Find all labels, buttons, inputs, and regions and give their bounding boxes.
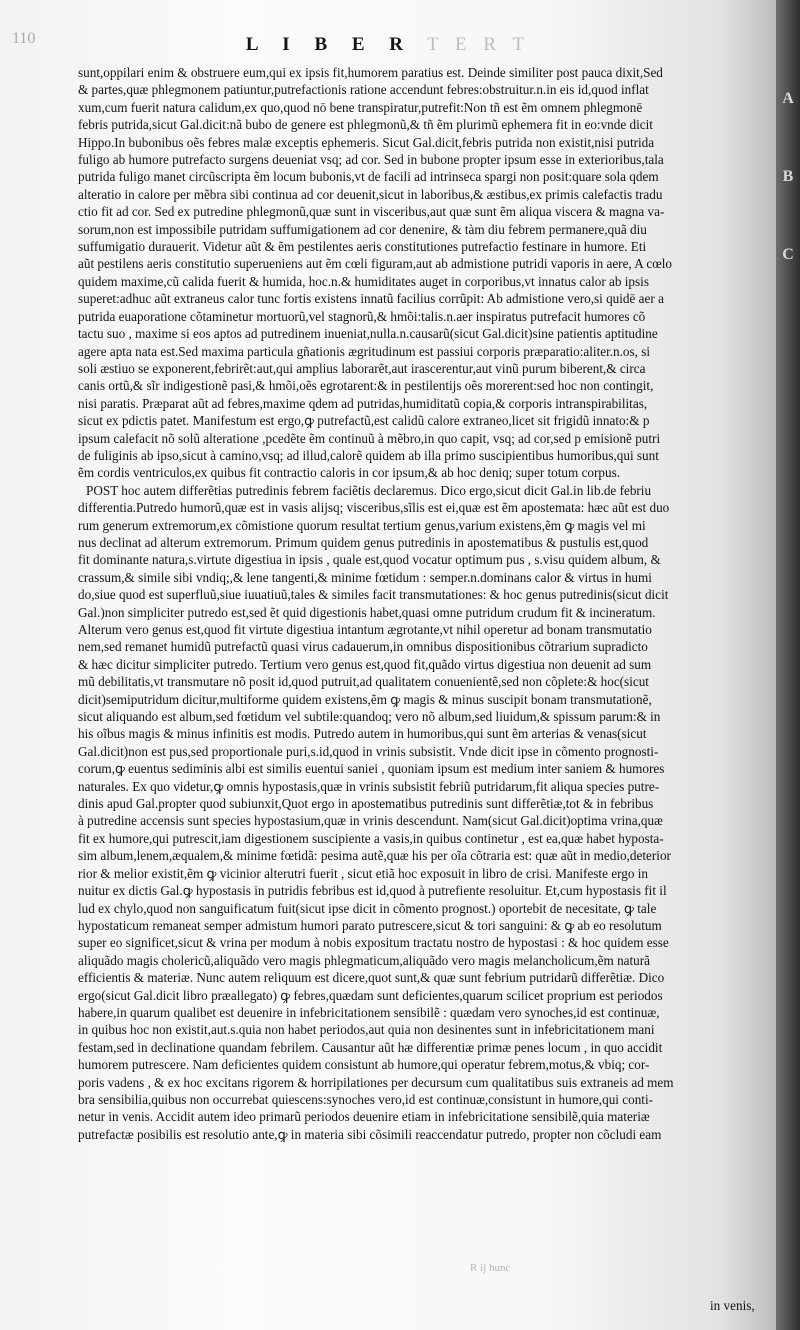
text-line: nus declinat ad alterum extremorum. Primum quidem genus putredinis in apostematibus & pustulis est,quod — [78, 534, 649, 550]
text-line: his oĩbus magis & minus infinitis est modis. Putredo autem in humoribus,qui sunt ẽm arterias & venas(sicut — [78, 726, 647, 742]
running-head — [0, 34, 776, 56]
show-through-head: T E R T — [427, 34, 531, 55]
text-line: sorum,non est impossibile putridam suffumigationem ad cor denenire, & tàm diu febrem permanere,quã diu — [78, 221, 647, 237]
text-line: sim album,lenem,æqualem,& minime fœtidã: pesima autẽ,quæ his per oĩa cõtraria est: quæ aũt in medio,deterior — [78, 848, 671, 864]
text-line: rior & melior existit,ẽm ꝙ vicinior alterutri fuerit , sicut etiã hoc exposuit in libro de crisi. Manifeste ergo in — [78, 865, 648, 881]
running-head-title: L I B E R — [245, 34, 414, 55]
text-line: in quibus hoc non existit,aut.s.quia non habet periodos,aut quia non desinentes sunt in infebricitationem mani — [78, 1022, 655, 1038]
text-line: naturales. Ex quo videtur,ꝙ omnis hypostasis,quæ in vrinis subsistit febriũ putridarum,fit aliqua species putre- — [78, 778, 660, 794]
body-text — [78, 64, 768, 1143]
text-line: tactu suo , maxime si eos aptos ad putredinem inueniat,nulla.n.causarũ(sicut Gal.dicit)sine patientis aptitudine — [78, 326, 658, 342]
margin-letter: B — [782, 168, 794, 185]
text-line: fuligo ab humore putrefacto surgens deueniat vsq; ad cor. Sed in bubone propter ipsum esse in exterioribus,tala — [78, 152, 664, 168]
text-line: alteratio in calore per mẽbra sibi continua ad cor deuenit,sicut in laboribus,& æstibus,ex primis calefactis tradu — [78, 186, 663, 202]
text-line: Hippo.In bubonibus oẽs febres malæ exceptis ephemeris. Sicut Gal.dicit,febris putrida non existit,nisi putrida — [78, 134, 655, 150]
text-line: efficientis & materiæ. Nunc autem reliquum est dicere,quot sunt,& quæ sunt febrium putridarũ differẽtiæ. Dico — [78, 970, 665, 986]
text-line: bra sensibilia,quibus non occurrebat quiescens:synoches vero,id est continuæ,consistunt in humore,qui conti- — [78, 1091, 654, 1107]
text-line: super eo significet,sicut & vrina per modum à nobis expositum tractatu nostro de hypostasi : & hoc quidem esse — [78, 935, 669, 951]
text-line: lud ex chylo,quod non sanguificatum fuit(sicut ipse dicit in cõmento prognost.) oportebit de necesitate, ꝙ tale — [78, 900, 657, 916]
text-line: do,siue quod est superfluũ,siue iuuatiuũ,tales & similes facit transmutationes: & hoc genus putredinis(sicut dicit — [78, 587, 669, 603]
text-line: aliquãdo magis cholericũ,aliquãdo vero magis phlegmaticum,aliquãdo vero magis melancholicum,ẽm naturã — [78, 952, 651, 968]
text-line: corum,ꝙ euentus sediminis albi est similis euentui saniei , quoniam ipsum est medium inter saniem & humores — [78, 761, 665, 777]
text-line: & partes,quæ phlegmonem patiuntur,putrefactionis ratione accendunt febres:obstruitur.n.in eis id,quod inflat — [78, 82, 649, 98]
text-line: differentia.Putredo humorũ,quæ est in vasis alijsq; visceribus,sĩlis est ei,quæ est ẽm apostemata: hæc aũt est duo — [78, 500, 670, 516]
text-line: nem,sed remanet humidũ putrefactũ quasi virus cadauerum,in omnibus dispositionibus cõtrarium supradicto — [78, 639, 648, 655]
text-line: habere,in quarum qualibet est deuenire in infebricitationem sensibilẽ : quædam vero synoches,id est continuæ, — [78, 1004, 660, 1020]
text-line: ergo(sicut Gal.dicit libro præallegato) ꝙ febres,quædam sunt deficientes,quarum scilicet proprium est periodos — [78, 987, 663, 1003]
text-line: xum,cum fuerit natura calidum,ex quo,quod nō bene transpiratur,putrefit:Non tñ est ẽm omnem phlegmonē — [78, 99, 643, 115]
text-line: dinis apud Gal.propter quod subiunxit,Quot ergo in apostematibus putredinis sunt differẽtiæ,tot & in febribus — [78, 796, 654, 812]
text-line: ipsum calefacit nõ solũ alteratione ,pcedẽte ẽm continuũ à mẽbro,in quo capit, vsq; ad cor,sed p emisionẽ putri — [78, 430, 661, 446]
text-line: fit ex humore,qui putrescit,iam digestionem suscipiente a vasis,in quibus continetur , est ea,quæ habet hyposta- — [78, 830, 664, 846]
text-line: à putredine accensis sunt species hypostasium,quæ in vrinis descendunt. Nam(sicut Gal.dicit)optima vrina,quæ — [78, 813, 663, 829]
text-line: superet:adhuc aũt extraneus calor tunc fortis existens innatũ facilius corrũpit: Ab admistione vero,si quidē aer a — [78, 291, 664, 307]
text-line: festam,sed in declinatione quandam febrilem. Causantur aũt hæ differentiæ primæ penes locum , in quo accidit — [78, 1039, 663, 1055]
text-line: nisi paratis. Præparat aũt ad febres,maxime qdem ad putridas,humiditatũ copia,& corporis intranspirabilitas, — [78, 395, 648, 411]
text-line: sicut ex pdictis patet. Manifestum est ergo,ꝙ putrefactũ,est calidũ calore extraneo,licet sit frigidũ innato:& p — [78, 413, 650, 429]
book-spine — [776, 0, 800, 1330]
text-line: Gal.dicit)non est pus,sed proportionale puri,s.id,quod in vrinis subsistit. Vnde dicit ipse in cõmento prognosti- — [78, 743, 659, 759]
text-line: ctio fit ad cor. Sed ex putredine phlegmonũ,quæ sunt in visceribus,aut quæ sunt ẽm aliqua viscera & magna va- — [78, 204, 665, 220]
text-line: ẽm cordis ventriculos,ex quibus fit contractio caloris in cor ipsum,& ab hoc deniq; super totum corpus. — [78, 465, 621, 481]
text-line: suffumigatio durauerit. Videtur aũt & ẽm pestilentes aeris constitutiones putrefactio festinare in humore. Eti — [78, 239, 647, 255]
text-line: & hæc dicitur simpliciter putredo. Tertium vero genus est,quod fit,quãdo virtus digestiua non deuenit ad sum — [78, 656, 652, 672]
text-line: Gal.)non simpliciter putredo est,sed ẽt quid digestionis habet,quasi omne putridum crudum fit & incineratum. — [78, 604, 656, 620]
margin-letters — [779, 90, 797, 324]
text-line: sunt,oppilari enim & obstruere eum,qui ex ipsis fit,humorem paratius est. Deinde similiter post pauca dixit,Sed — [78, 65, 663, 80]
text-line: quidem maxime,cũ calida fuerit & humida, hoc.n.& humiditates auget in corporibus,vt innatus calor ab ipsis — [78, 273, 649, 289]
text-line: aũt pestilens aeris constitutio superueniens aut ẽm cœli figuram,aut ab admistione putridi vaporis in aere, A cœlo — [78, 256, 673, 272]
text-line: febris putrida,sicut Gal.dicit:nã bubo de genere est phlegmonũ,& tñ ẽm plurimũ ephemera fit in eo:vnde dicit — [78, 117, 653, 133]
text-line: humorem putrescere. Nam deficientes quidem consistunt ab humore,qui operatur febrem,motus,& vbiq; cor- — [78, 1057, 650, 1073]
text-line: mũ debilitatis,vt transmutare nõ posit id,quod putruit,ad qualitatem conuenientẽ,sed non cõplete:& hoc(sicut — [78, 674, 649, 690]
text-line: Alterum vero genus est,quod fit virtute digestiua intantum ægrotante,vt nihil operetur ad bonam transmutatio — [78, 622, 652, 637]
folio-number: 110 — [12, 30, 36, 47]
text-line: sicut aliquando est album,sed fœtidum vel subtile:quandoq; vero nõ album,sed liuidum,& spissum parum:& in — [78, 709, 661, 725]
text-line: canis ortũ,& sĩr indigestionẽ pasi,& hmõi,oẽs egrotarent:& in pestilentijs oẽs morerent:sed hoc non contingit, — [78, 378, 654, 394]
text-line: dicit)semiputridum dicitur,multiforme quidem existens,ẽm ꝙ magis & minus suscipit bonam transmutationẽ, — [78, 691, 652, 707]
text-line: rum generum extremorum,ex cõmistione quorum resultat tertium genus,varium existens,ẽm ꝙ magis vel mi — [78, 517, 646, 533]
text-line: fit dominante natura,s.virtute digestiua in ipsis , quale est,quod vocatur optimum pus , s.visu quidem album, & — [78, 552, 661, 568]
text-line: nuitur ex dictis Gal.ꝙ hypostasis in putridis febribus est id,quod à putrefiente resoluitur. Et,cum hypostasis fit il — [78, 883, 667, 899]
text-line: soli æstiuo se exponerent,febrirẽt:aut,qui amplius laborarẽt,aut irascerentur,aut vinũ purum biberent,& circa — [78, 360, 646, 376]
text-line: hypostaticum remaneat semper admistum humori parato putrescere,sicut & tori sanguini: & ꝙ ab eo resolutum — [78, 917, 662, 933]
text-line: putrefactæ posibilis est resolutio ante,ꝙ in materia sibi cõsimili reaccendatur putredo, propter non cõcludi eam — [78, 1126, 662, 1142]
show-through-footer: R ij hunc — [470, 1262, 511, 1274]
margin-letter: A — [782, 90, 794, 107]
margin-letter: C — [782, 246, 794, 263]
text-line: putrida fuligo manet circũscripta ẽm locum bubonis,vt de facili ad intrinseca spargi non posit:quare sola qdem — [78, 169, 659, 185]
text-line: POST hoc autem differẽtias putredinis febrem faciẽtis declaremus. Dico ergo,sicut dicit Gal.in lib.de febriu — [86, 482, 652, 498]
catchword: in venis, — [710, 1298, 755, 1313]
text-line: netur in venis. Accidit autem ideo primarũ periodos deuenire etiam in infebricitatione sensibilẽ,quia materiæ — [78, 1109, 650, 1125]
text-line: crassum,& simile sibi vndiq;,& lene tangenti,& minime fœtidum : semper.n.dominans calor & virtus in humi — [78, 569, 652, 585]
text-line: poris vadens , & ex hoc excitans rigorem & horripilationes per decursum cum qualitatibus suis extraneis ad mem — [78, 1074, 674, 1090]
text-line: agere apta nata est.Sed maxima particula gñationis ægritudinum est passiui corporis præparatio:aliter.n.os, si — [78, 343, 651, 359]
text-line: de fuliginis ab ipso,sicut à camino,vsq; ad illud,calorẽ quidem ab illa primo suscipientibus humoribus,qui sunt — [78, 447, 659, 463]
text-line: putrida euaporatione cõtaminetur mortuorũ,vel stagnorũ,& hmõi:talis.n.aer inspiratus putrefacit humores cõ — [78, 308, 646, 324]
